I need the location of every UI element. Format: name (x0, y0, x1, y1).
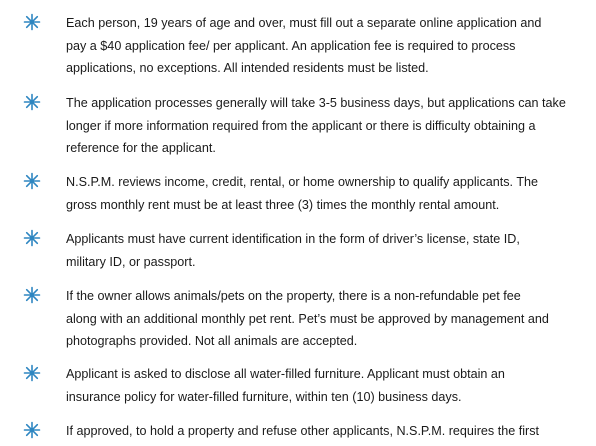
text-line: Applicants must have current identification in the form of driver’s license, state ID, (66, 232, 520, 246)
text-line: Applicant is asked to disclose all water-filled furniture. Applicant must obtain an (66, 367, 505, 381)
snowflake-asterisk-icon (23, 421, 41, 439)
list-item-text (66, 92, 582, 160)
text-line: photographs provided. Not all animals are accepted. (66, 334, 358, 348)
snowflake-asterisk-icon (23, 172, 41, 190)
list-item-text (66, 363, 582, 408)
text-line: pay a $40 application fee/ per applicant. An application fee is required to process (66, 38, 516, 53)
snowflake-asterisk-icon (23, 13, 41, 31)
text-line: insurance policy for water-filled furniture, within ten (10) business days. (66, 389, 462, 404)
text-line: If approved, to hold a property and refuse other applicants, N.S.P.M. requires the first (66, 424, 539, 438)
text-line: longer if more information required from the applicant or there is difficulty obtaining a (66, 118, 536, 133)
list-item-text (66, 171, 582, 216)
list-item-text (66, 228, 582, 273)
text-line: If the owner allows animals/pets on the property, there is a non-refundable pet fee (66, 289, 521, 303)
list-item-text (66, 420, 582, 443)
text-line: Each person, 19 years of age and over, must fill out a separate online application and (66, 16, 542, 30)
text-line: The application processes generally will take 3-5 business days, but applications can take (66, 96, 566, 110)
snowflake-asterisk-icon (23, 229, 41, 247)
text-line: N.S.P.M. reviews income, credit, rental, or home ownership to qualify applicants. The (66, 175, 539, 189)
text-line: along with an additional monthly pet rent. Pet’s must be approved by management and (66, 311, 549, 326)
text-line: military ID, or passport. (66, 254, 196, 269)
text-line: applications, no exceptions. All intended residents must be listed. (66, 61, 429, 75)
list-item-text (66, 285, 582, 353)
snowflake-asterisk-icon (23, 93, 41, 111)
snowflake-asterisk-icon (23, 286, 41, 304)
text-line: gross monthly rent must be at least three (3) times the monthly rental amount. (66, 197, 500, 212)
snowflake-asterisk-icon (23, 364, 41, 382)
list-item-text (66, 12, 582, 80)
text-line: reference for the applicant. (66, 141, 216, 155)
